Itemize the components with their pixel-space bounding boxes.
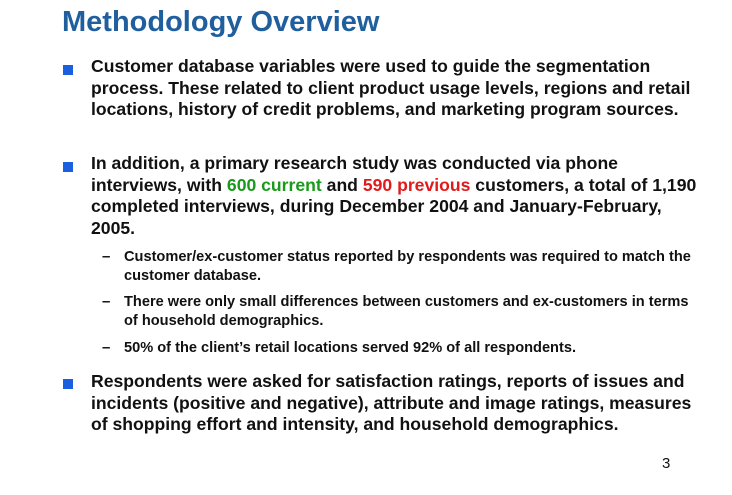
bullet-square-icon <box>63 162 73 172</box>
bullet-text-1: Customer database variables were used to guide the segmentation process. These related to client product usage levels, regions and retail locations, history of credit problems, and marketing program sources. <box>91 56 691 119</box>
bullet-square-icon <box>63 65 73 75</box>
page-number: 3 <box>662 455 671 472</box>
sub-bullet-text-2: There were only small differences between customers and ex-customers in terms of household demographics. <box>124 294 689 329</box>
bullet-text-2-part2: and <box>321 174 363 195</box>
bullet-text-2-part3: customers, a total of 1,190 completed interviews, during December 2004 and January-February, 2005. <box>91 174 697 238</box>
sub-bullet-dash: – <box>102 339 111 356</box>
sub-bullet-dash: – <box>102 248 111 265</box>
bullet-text-2 <box>91 153 703 239</box>
slide-title: Methodology Overview <box>62 6 380 38</box>
sub-bullet-text-1: Customer/ex-customer status reported by respondents was required to match the customer database. <box>124 249 691 284</box>
sub-bullet-text-3: 50% of the client’s retail locations served 92% of all respondents. <box>124 340 577 356</box>
previous-customers-highlight: 590 previous <box>362 174 471 195</box>
current-customers-highlight: 600 current <box>226 174 322 195</box>
sub-bullet-dash: – <box>102 293 111 310</box>
bullet-text-2-part1: In addition, a primary research study was conducted via phone interviews, with <box>91 153 618 195</box>
bullet-text-3: Respondents were asked for satisfaction ratings, reports of issues and incidents (positive and negative), attribute and image ratings, measures of shopping effort and intensity, and household demographics. <box>91 371 692 434</box>
bullet-square-icon <box>63 379 73 389</box>
